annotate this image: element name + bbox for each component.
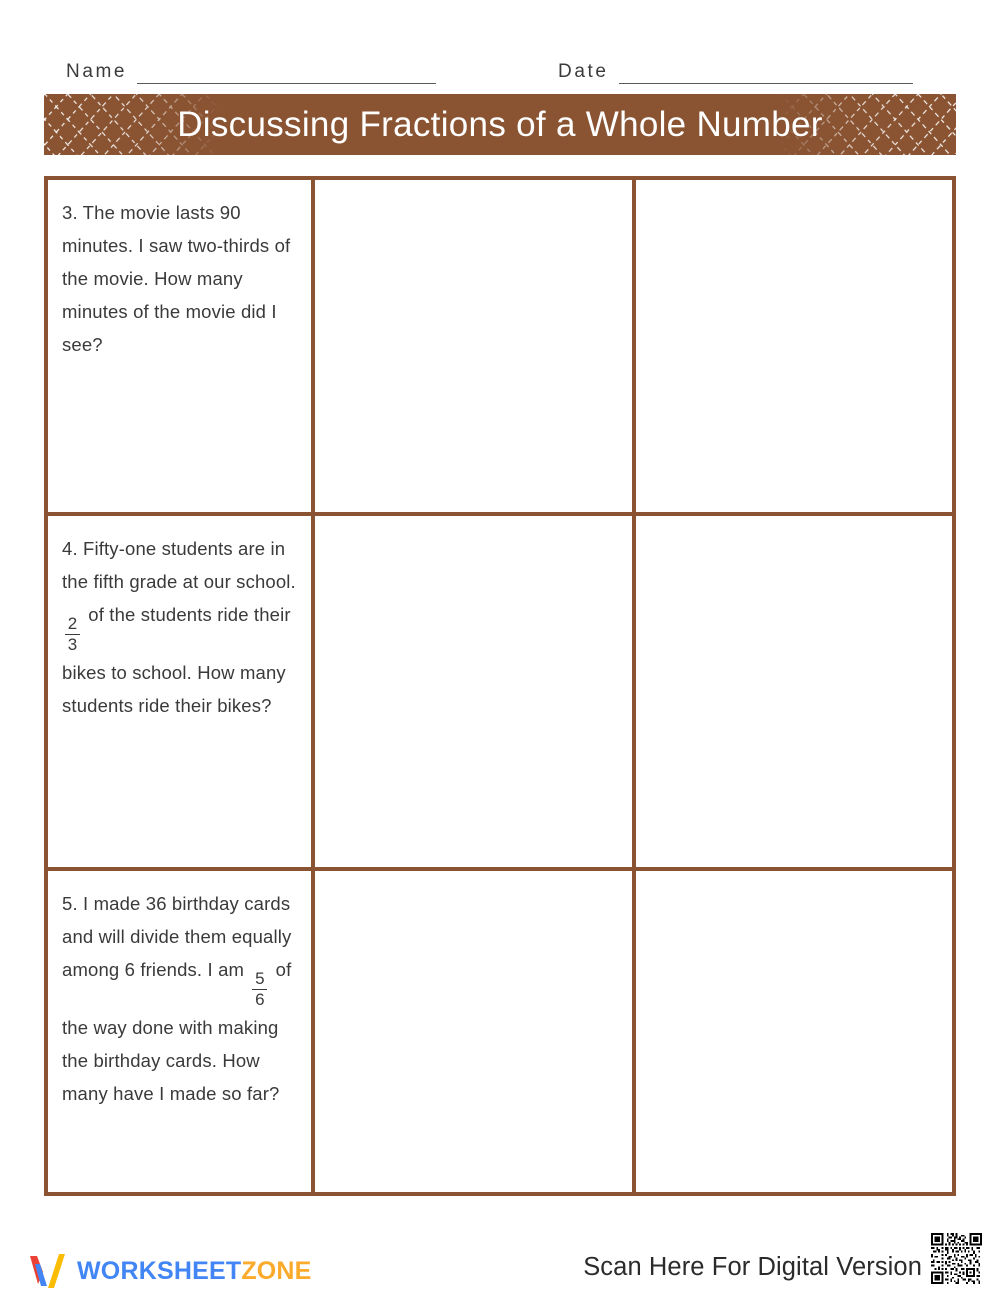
logo-text-worksheet: WORKSHEET [77, 1256, 242, 1285]
fraction [252, 970, 267, 1010]
question-cell-3 [48, 180, 315, 512]
name-label: Name [66, 61, 128, 82]
question-text-4: 4. Fifty-one students are in the fifth grade at our school. $\frac{2}{3}$ of the students ride their bikes to school. How many students ride their bikes? [62, 538, 296, 717]
answer-cell-3[interactable] [636, 180, 952, 512]
question-cell-4 [48, 516, 315, 867]
answer-cell-5[interactable] [636, 871, 952, 1192]
table-row [48, 180, 952, 516]
name-date-header [0, 52, 1000, 84]
name-field[interactable] [66, 52, 436, 84]
table-row [48, 871, 952, 1192]
table-row [48, 516, 952, 871]
title-banner [44, 94, 956, 155]
work-cell-4[interactable] [315, 516, 636, 867]
page-title: Discussing Fractions of a Whole Number [177, 104, 823, 144]
work-cell-5[interactable] [315, 871, 636, 1192]
logo-mark-icon [28, 1250, 68, 1292]
worksheet-table [44, 176, 956, 1196]
fraction [65, 615, 80, 655]
worksheet-zone-logo[interactable] [28, 1250, 312, 1292]
qr-code[interactable] [928, 1230, 985, 1287]
scan-instruction-text: Scan Here For Digital Version [583, 1253, 922, 1281]
logo-wordmark [77, 1257, 312, 1286]
question-text-3: 3. The movie lasts 90 minutes. I saw two-thirds of the movie. How many minutes of the movie did I see? [62, 202, 291, 355]
fraction-numerator: 5 [255, 968, 265, 988]
date-label: Date [558, 61, 609, 82]
answer-cell-4[interactable] [636, 516, 952, 867]
fraction-denominator: 6 [255, 990, 265, 1010]
fraction-numerator: 2 [67, 613, 78, 633]
date-write-line[interactable] [619, 63, 913, 84]
date-field[interactable] [558, 52, 913, 84]
name-write-line[interactable] [137, 63, 436, 84]
fraction-denominator: 3 [67, 635, 78, 655]
work-cell-3[interactable] [315, 180, 636, 512]
question-cell-5 [48, 871, 315, 1192]
logo-text-zone: ZONE [241, 1256, 312, 1285]
question-text-5: 5. I made 36 birthday cards and will divide them equally among 6 friends. I am $\frac{5}{6}$ of the way done with making the birthday cards. How many have I made so far? [62, 893, 292, 1105]
